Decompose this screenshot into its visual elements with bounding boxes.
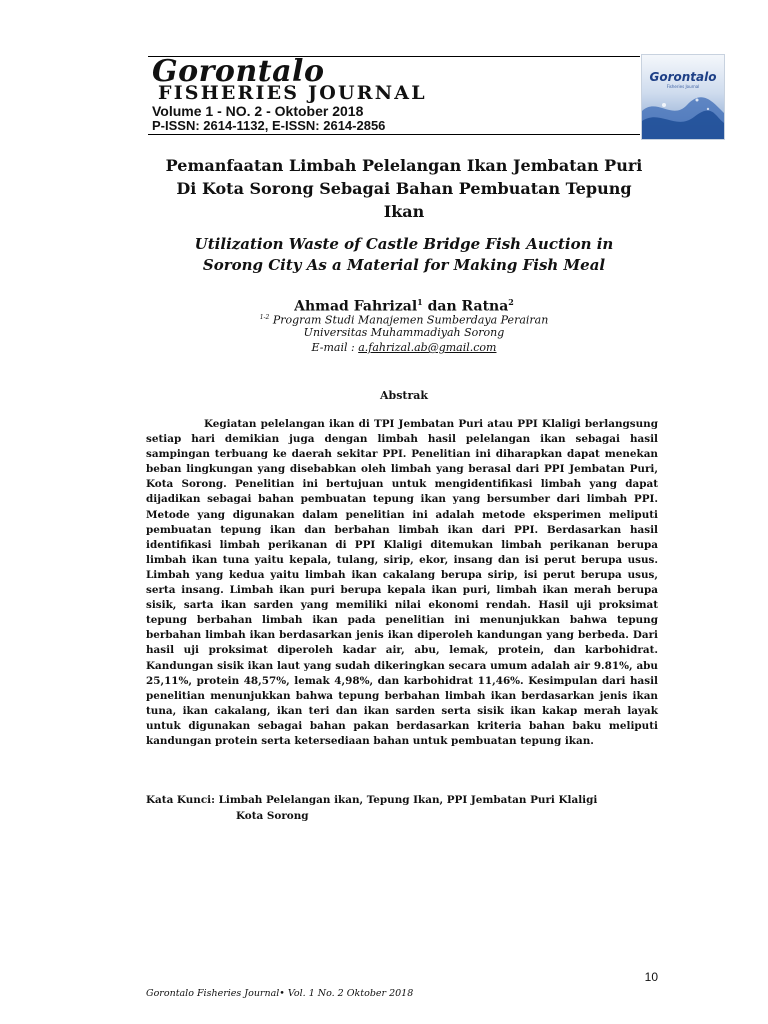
author-separator: dan (422, 298, 462, 315)
article-title-indonesian (110, 154, 698, 223)
title-id-line: Ikan (383, 202, 425, 221)
title-en-line: Utilization Waste of Castle Bridge Fish Auction in (194, 235, 614, 253)
affiliation-mark: 1-2 (259, 314, 270, 321)
title-id-line: Pemanfaatan Limbah Pelelangan Ikan Jembatan Puri (165, 156, 643, 175)
header-bottom-rule (148, 134, 640, 135)
keywords-label: Kata Kunci: (146, 794, 219, 806)
issn-line: P-ISSN: 2614-1132, E-ISSN: 2614-2856 (152, 118, 386, 133)
affiliation-university: Universitas Muhammadiyah Sorong (303, 326, 505, 339)
keywords-line-2: Kota Sorong (236, 809, 309, 822)
cover-wave-graphic (642, 91, 724, 139)
title-id-line: Di Kota Sorong Sebagai Bahan Pembuatan Tepung (176, 179, 632, 198)
keywords-line-1: Limbah Pelelangan ikan, Tepung Ikan, PPI Jembatan Puri Klaligi (218, 794, 598, 806)
page-number: 10 (644, 970, 658, 984)
email-label: E-mail : (311, 341, 359, 354)
author-2: Ratna (461, 298, 509, 315)
journal-cover-image (641, 54, 725, 140)
title-en-line: Sorong City As a Material for Making Fish Meal (202, 256, 606, 274)
volume-line: Volume 1 - NO. 2 - Oktober 2018 (152, 103, 364, 119)
affiliation-program: Program Studi Manajemen Sumberdaya Perairan (269, 313, 549, 327)
footer-citation: Gorontalo Fisheries Journal• Vol. 1 No. 2 Oktober 2018 (146, 988, 414, 999)
cover-title: Gorontalo (649, 70, 717, 84)
journal-name: Gorontalo (152, 54, 325, 89)
email-line (110, 341, 698, 355)
cover-subtitle: Fisheries Journal (666, 84, 700, 89)
author-1: Ahmad Fahrizal (294, 298, 418, 315)
abstract-heading: Abstrak (379, 389, 429, 402)
author-1-mark: 1 (417, 297, 423, 307)
author-2-mark: 2 (508, 297, 514, 307)
abstract-body: Kegiatan pelelangan ikan di TPI Jembatan Puri atau PPI Klaligi berlangsung setiap hari demikian juga dengan limbah hasil pelelangan ikan sebagai hasil sampingan terbuang ke daerah sekitar PPI. Penelitian ini diharapkan dapat menekan beban lingkungan yang disebabkan oleh limbah yang berasal dari PPI Jembatan Puri, Kota Sorong. Penelitian ini bertujuan untuk mengidentifikasi limbah yang dapat dijadikan sebagai bahan pembuatan tepung ikan yang bersumber dari limbah PPI. Metode yang digunakan dalam penelitian ini adalah metode eksperimen meliputi pembuatan tepung ikan dan berbahan limbah ikan dari PPI. Berdasarkan hasil identifikasi limbah perikanan di PPI Klaligi ditemukan limbah perikanan berupa limbah ikan tuna yaitu kepala, tulang, sirip, ekor, insang dan isi perut berupa usus. Limbah yang kedua yaitu limbah ikan cakalang berupa sirip, isi perut berupa usus, serta insang. Limbah ikan puri berupa kepala ikan puri, limbah ikan merah berupa sisik, sarta ikan sarden yang memiliki nilai ekonomi rendah. Hasil uji proksimat tepung berbahan limbah ikan pada penelitian ini menunjukkan bahwa tepung berbahan limbah ikan berdasarkan jenis ikan diperoleh kandungan yang berbeda. Dari hasil uji proksimat diperoleh kadar air, abu, lemak, protein, dan karbohidrat. Kandungan sisik ikan laut yang sudah dikeringkan secara umum adalah air 9.81%, abu 25,11%, protein 48,57%, lemak 4,98%, dan karbohidrat 11,46%. Kesimpulan dari hasil penelitian menunjukkan bahwa tepung berbahan limbah ikan berdasarkan jenis ikan tuna, ikan cakalang, ikan teri dan ikan sarden serta sisik ikan kakap merah layak untuk digunakan sebagai bahan pakan berdasarkan kriteria bahan baku meliputi kandungan protein serta ketersediaan bahan untuk pembuatan tepung ikan. (146, 418, 658, 747)
email-link[interactable]: a.fahrizal.ab@gmail.com (358, 341, 497, 354)
keywords (146, 793, 666, 824)
article-title-english (110, 234, 698, 276)
journal-subtitle: FISHERIES JOURNAL (158, 82, 427, 104)
